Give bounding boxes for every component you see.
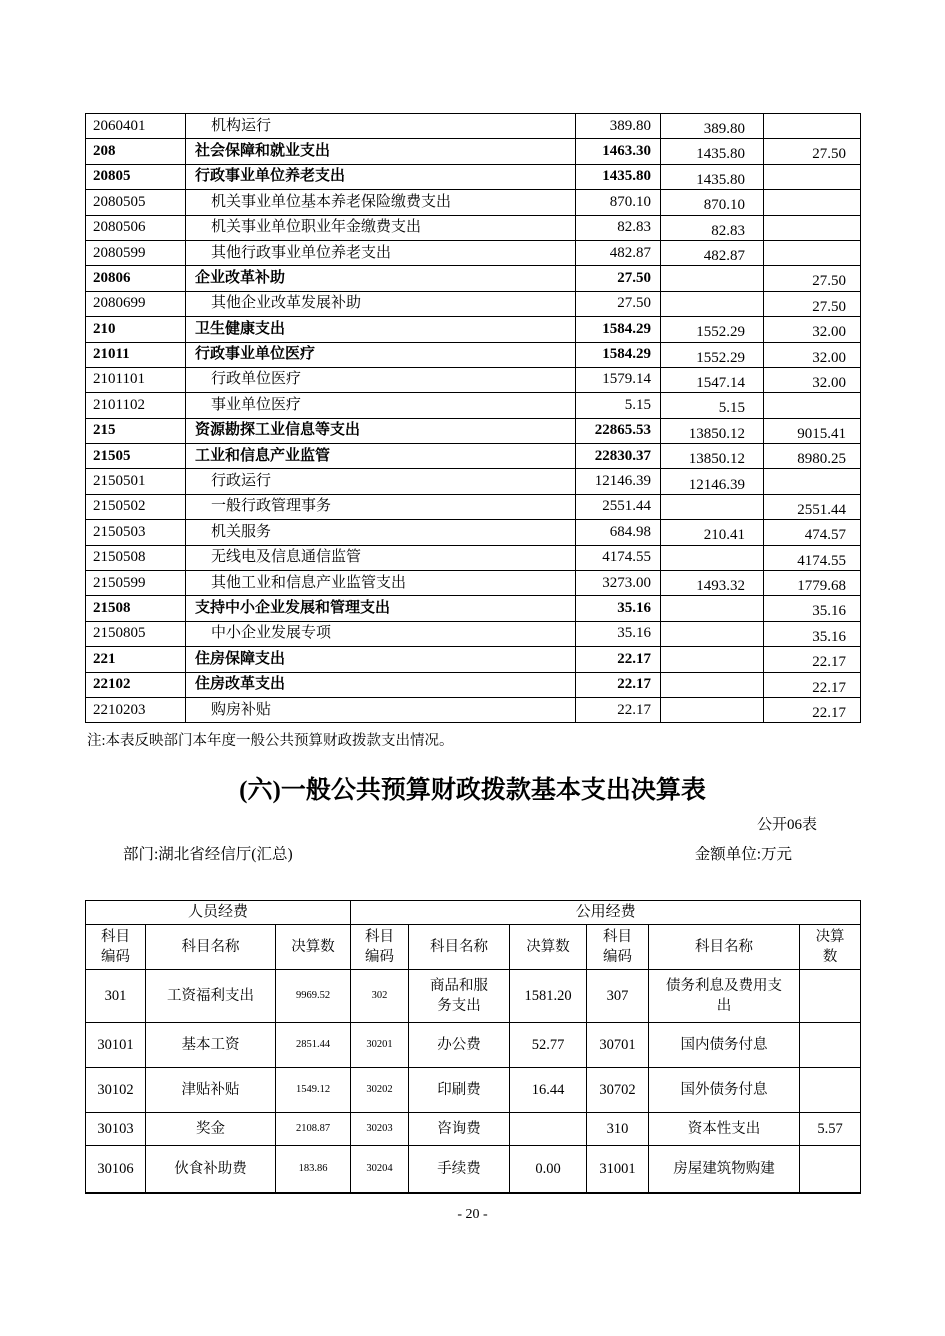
expense-cell-a2 (510, 1113, 587, 1146)
expense-group-header-row (86, 901, 861, 925)
budget-cell-v1: 1435.80 (576, 164, 661, 189)
budget-cell-code: 21011 (86, 342, 186, 367)
expense-cell-c2: 302 (351, 970, 409, 1023)
table-meta-row (85, 842, 860, 864)
budget-cell-v2 (661, 621, 764, 646)
budget-cell-name: 支持中小企业发展和管理支出 (186, 596, 576, 621)
budget-cell-v3: 22.17 (764, 672, 861, 697)
budget-cell-v3: 35.16 (764, 596, 861, 621)
budget-row (86, 571, 861, 596)
expense-cell-a3 (800, 1068, 861, 1113)
budget-row (86, 520, 861, 545)
column-header-amount-1: 决算数 (276, 925, 351, 970)
budget-cell-v2: 1547.14 (661, 367, 764, 392)
budget-cell-code: 2150501 (86, 469, 186, 494)
column-header-code-1: 科目编码 (86, 925, 146, 970)
budget-cell-v3: 32.00 (764, 367, 861, 392)
budget-cell-code: 2080699 (86, 291, 186, 316)
expense-cell-a2: 16.44 (510, 1068, 587, 1113)
expense-cell-a1: 2108.87 (276, 1113, 351, 1146)
expense-cell-n3: 债务利息及费用支出 (649, 970, 800, 1023)
budget-cell-v2: 1552.29 (661, 342, 764, 367)
budget-row (86, 266, 861, 291)
budget-cell-name: 住房保障支出 (186, 647, 576, 672)
budget-cell-code: 21508 (86, 596, 186, 621)
budget-row (86, 697, 861, 722)
expense-cell-a2: 52.77 (510, 1023, 587, 1068)
budget-cell-name: 一般行政管理事务 (186, 494, 576, 519)
budget-cell-v1: 482.87 (576, 240, 661, 265)
budget-cell-v3: 35.16 (764, 621, 861, 646)
budget-table (85, 113, 861, 723)
budget-cell-v2: 13850.12 (661, 444, 764, 469)
expense-cell-a3 (800, 1023, 861, 1068)
budget-cell-v1: 1463.30 (576, 139, 661, 164)
budget-cell-name: 行政事业单位医疗 (186, 342, 576, 367)
budget-cell-v1: 3273.00 (576, 571, 661, 596)
expense-cell-c2: 30201 (351, 1023, 409, 1068)
budget-cell-name: 其他行政事业单位养老支出 (186, 240, 576, 265)
expense-cell-a3: 5.57 (800, 1113, 861, 1146)
budget-cell-v1: 22.17 (576, 672, 661, 697)
budget-cell-code: 20805 (86, 164, 186, 189)
budget-cell-v3 (764, 190, 861, 215)
budget-cell-name: 无线电及信息通信监管 (186, 545, 576, 570)
budget-cell-v3 (764, 114, 861, 139)
budget-cell-v1: 684.98 (576, 520, 661, 545)
budget-cell-name: 事业单位医疗 (186, 393, 576, 418)
expense-cell-c1: 30106 (86, 1146, 146, 1193)
column-header-amount-3: 决算数 (800, 925, 861, 970)
budget-cell-v1: 22830.37 (576, 444, 661, 469)
budget-row (86, 418, 861, 443)
budget-cell-code: 2150599 (86, 571, 186, 596)
expense-cell-a1: 9969.52 (276, 970, 351, 1023)
expense-cell-n1: 伙食补助费 (146, 1146, 276, 1193)
budget-cell-v1: 82.83 (576, 215, 661, 240)
group-header-personnel: 人员经费 (86, 901, 351, 925)
budget-cell-v3: 32.00 (764, 342, 861, 367)
budget-cell-v3 (764, 164, 861, 189)
expense-cell-c1: 30101 (86, 1023, 146, 1068)
budget-cell-v3 (764, 215, 861, 240)
budget-cell-name: 住房改革支出 (186, 672, 576, 697)
budget-cell-v3: 8980.25 (764, 444, 861, 469)
budget-cell-v2 (661, 291, 764, 316)
budget-cell-v1: 4174.55 (576, 545, 661, 570)
budget-cell-v3 (764, 393, 861, 418)
budget-cell-v1: 389.80 (576, 114, 661, 139)
budget-cell-name: 其他工业和信息产业监管支出 (186, 571, 576, 596)
budget-cell-code: 21505 (86, 444, 186, 469)
budget-cell-name: 行政事业单位养老支出 (186, 164, 576, 189)
budget-cell-name: 机关服务 (186, 520, 576, 545)
expense-cell-n1: 基本工资 (146, 1023, 276, 1068)
budget-cell-code: 2150503 (86, 520, 186, 545)
budget-row (86, 444, 861, 469)
expense-cell-n2: 办公费 (409, 1023, 510, 1068)
budget-cell-v3: 1779.68 (764, 571, 861, 596)
budget-cell-code: 2080506 (86, 215, 186, 240)
expense-cell-n2: 咨询费 (409, 1113, 510, 1146)
expense-cell-c2: 30202 (351, 1068, 409, 1113)
budget-cell-v2: 12146.39 (661, 469, 764, 494)
expense-row (86, 1023, 861, 1068)
expense-row (86, 1146, 861, 1193)
unit-label: 金额单位:万元 (694, 846, 792, 864)
expense-cell-n1: 奖金 (146, 1113, 276, 1146)
budget-cell-v1: 27.50 (576, 291, 661, 316)
budget-cell-code: 2060401 (86, 114, 186, 139)
expense-cell-a3 (800, 1146, 861, 1193)
budget-cell-v2: 13850.12 (661, 418, 764, 443)
budget-cell-v1: 22.17 (576, 697, 661, 722)
budget-cell-name: 购房补贴 (186, 697, 576, 722)
department-label: 部门:湖北省经信厅(汇总) (123, 846, 293, 864)
column-header-name-3: 科目名称 (649, 925, 800, 970)
expense-cell-a1: 2851.44 (276, 1023, 351, 1068)
budget-cell-code: 208 (86, 139, 186, 164)
budget-cell-v3: 22.17 (764, 647, 861, 672)
budget-cell-name: 工业和信息产业监管 (186, 444, 576, 469)
budget-cell-v2 (661, 596, 764, 621)
budget-cell-v1: 1584.29 (576, 342, 661, 367)
budget-row (86, 215, 861, 240)
budget-row (86, 291, 861, 316)
budget-cell-v2 (661, 697, 764, 722)
expense-row (86, 1068, 861, 1113)
expense-row (86, 970, 861, 1023)
column-header-code-3: 科目编码 (587, 925, 649, 970)
budget-cell-v3: 27.50 (764, 139, 861, 164)
expense-cell-c3: 307 (587, 970, 649, 1023)
budget-cell-v3: 27.50 (764, 266, 861, 291)
budget-cell-code: 2210203 (86, 697, 186, 722)
expense-cell-n2: 商品和服务支出 (409, 970, 510, 1023)
budget-cell-v3: 9015.41 (764, 418, 861, 443)
budget-cell-code: 22102 (86, 672, 186, 697)
budget-cell-v2: 1493.32 (661, 571, 764, 596)
budget-row (86, 190, 861, 215)
expense-cell-c1: 30103 (86, 1113, 146, 1146)
budget-cell-v2: 5.15 (661, 393, 764, 418)
budget-cell-code: 221 (86, 647, 186, 672)
budget-cell-code: 2101102 (86, 393, 186, 418)
budget-cell-v3 (764, 469, 861, 494)
budget-cell-v2: 1435.80 (661, 139, 764, 164)
budget-cell-v3: 22.17 (764, 697, 861, 722)
budget-cell-v2: 482.87 (661, 240, 764, 265)
budget-row (86, 469, 861, 494)
expense-column-header-row (86, 925, 861, 970)
budget-cell-code: 215 (86, 418, 186, 443)
expense-cell-c1: 301 (86, 970, 146, 1023)
budget-cell-v2: 389.80 (661, 114, 764, 139)
column-header-name-2: 科目名称 (409, 925, 510, 970)
expense-cell-n3: 国外债务付息 (649, 1068, 800, 1113)
expense-cell-n3: 资本性支出 (649, 1113, 800, 1146)
budget-cell-v1: 27.50 (576, 266, 661, 291)
expense-cell-n1: 津贴补贴 (146, 1068, 276, 1113)
budget-cell-v1: 2551.44 (576, 494, 661, 519)
budget-row (86, 240, 861, 265)
budget-cell-code: 2150805 (86, 621, 186, 646)
budget-cell-code: 2080599 (86, 240, 186, 265)
expense-cell-n1: 工资福利支出 (146, 970, 276, 1023)
budget-cell-v1: 12146.39 (576, 469, 661, 494)
budget-cell-v1: 1584.29 (576, 317, 661, 342)
page-number: - 20 - (457, 1206, 488, 1222)
column-header-code-2: 科目编码 (351, 925, 409, 970)
budget-cell-v2 (661, 672, 764, 697)
expense-cell-a2: 1581.20 (510, 970, 587, 1023)
expense-cell-c3: 31001 (587, 1146, 649, 1193)
column-header-name-1: 科目名称 (146, 925, 276, 970)
budget-cell-v3: 2551.44 (764, 494, 861, 519)
budget-cell-v1: 35.16 (576, 621, 661, 646)
budget-cell-code: 20806 (86, 266, 186, 291)
budget-cell-v2: 1435.80 (661, 164, 764, 189)
budget-cell-name: 卫生健康支出 (186, 317, 576, 342)
group-header-public: 公用经费 (351, 901, 861, 925)
budget-row (86, 621, 861, 646)
budget-cell-v3: 32.00 (764, 317, 861, 342)
budget-cell-code: 2150502 (86, 494, 186, 519)
expense-cell-a3 (800, 970, 861, 1023)
budget-cell-name: 社会保障和就业支出 (186, 139, 576, 164)
budget-cell-name: 企业改革补助 (186, 266, 576, 291)
budget-row (86, 139, 861, 164)
budget-row (86, 342, 861, 367)
budget-cell-code: 2101101 (86, 367, 186, 392)
budget-cell-v3 (764, 240, 861, 265)
expense-cell-n2: 手续费 (409, 1146, 510, 1193)
expense-cell-c3: 310 (587, 1113, 649, 1146)
budget-row (86, 317, 861, 342)
budget-cell-v2 (661, 545, 764, 570)
expense-cell-a1: 1549.12 (276, 1068, 351, 1113)
budget-cell-name: 行政单位医疗 (186, 367, 576, 392)
expense-cell-n2: 印刷费 (409, 1068, 510, 1113)
budget-row (86, 494, 861, 519)
section-title: (六)一般公共预算财政拨款基本支出决算表 (239, 777, 706, 805)
expense-cell-n3: 房屋建筑物购建 (649, 1146, 800, 1193)
budget-cell-name: 中小企业发展专项 (186, 621, 576, 646)
budget-row (86, 545, 861, 570)
budget-cell-v3: 4174.55 (764, 545, 861, 570)
budget-cell-v2: 210.41 (661, 520, 764, 545)
expense-cell-n3: 国内债务付息 (649, 1023, 800, 1068)
expense-cell-c2: 30203 (351, 1113, 409, 1146)
table-note: 注:本表反映部门本年度一般公共预算财政拨款支出情况。 (87, 733, 454, 750)
budget-row (86, 114, 861, 139)
budget-cell-code: 210 (86, 317, 186, 342)
budget-cell-v2 (661, 266, 764, 291)
budget-cell-v1: 870.10 (576, 190, 661, 215)
column-header-amount-2: 决算数 (510, 925, 587, 970)
budget-cell-code: 2150508 (86, 545, 186, 570)
budget-cell-v2: 870.10 (661, 190, 764, 215)
budget-cell-v1: 35.16 (576, 596, 661, 621)
budget-cell-name: 机关事业单位职业年金缴费支出 (186, 215, 576, 240)
budget-row (86, 164, 861, 189)
budget-row (86, 367, 861, 392)
budget-cell-v1: 5.15 (576, 393, 661, 418)
budget-cell-v1: 22.17 (576, 647, 661, 672)
budget-row (86, 647, 861, 672)
expense-cell-c2: 30204 (351, 1146, 409, 1193)
budget-cell-name: 资源勘探工业信息等支出 (186, 418, 576, 443)
budget-cell-v2: 1552.29 (661, 317, 764, 342)
budget-cell-v2 (661, 647, 764, 672)
budget-cell-v2 (661, 494, 764, 519)
expense-table (85, 900, 861, 1194)
budget-cell-name: 行政运行 (186, 469, 576, 494)
sheet-code: 公开06表 (756, 817, 817, 834)
budget-cell-v3: 27.50 (764, 291, 861, 316)
expense-cell-a1: 183.86 (276, 1146, 351, 1193)
budget-cell-name: 机构运行 (186, 114, 576, 139)
budget-row (86, 596, 861, 621)
budget-row (86, 393, 861, 418)
expense-row (86, 1113, 861, 1146)
expense-cell-a2: 0.00 (510, 1146, 587, 1193)
budget-cell-v1: 1579.14 (576, 367, 661, 392)
budget-cell-name: 机关事业单位基本养老保险缴费支出 (186, 190, 576, 215)
budget-cell-v3: 474.57 (764, 520, 861, 545)
expense-cell-c3: 30701 (587, 1023, 649, 1068)
budget-cell-code: 2080505 (86, 190, 186, 215)
budget-cell-v2: 82.83 (661, 215, 764, 240)
budget-cell-name: 其他企业改革发展补助 (186, 291, 576, 316)
budget-cell-v1: 22865.53 (576, 418, 661, 443)
expense-cell-c3: 30702 (587, 1068, 649, 1113)
expense-cell-c1: 30102 (86, 1068, 146, 1113)
budget-row (86, 672, 861, 697)
